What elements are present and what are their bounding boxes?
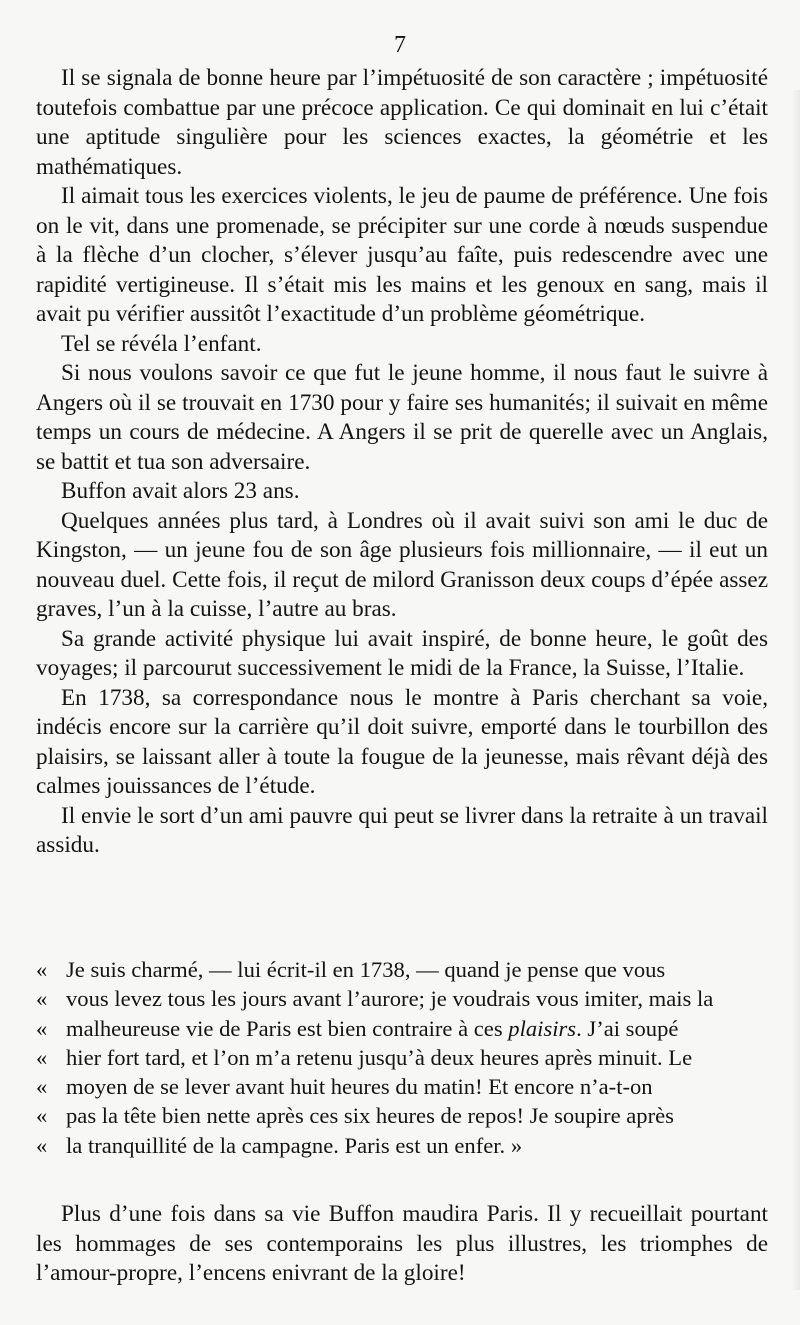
quote-line-1 [36,955,768,984]
quote-text: malheureuse vie de Paris est bien contraire à ces [66,1015,503,1041]
quote-text-tail: . J’ai soupé [576,1015,679,1041]
italic-emphasis: plaisirs [508,1015,577,1041]
body-text [36,64,768,861]
letter-quote [36,955,768,1160]
closing-paragraph: Plus d’une fois dans sa vie Buffon maudira Paris. Il y recueillait pourtant les hommages de ses contemporains les plus illustres, les triomphes de l’amour-propre, l’encens enivrant de la gloire! [36,1201,768,1286]
quote-text: pas la tête bien nette après ces six heures de repos! Je soupire après [66,1103,674,1129]
quote-line-7 [36,1131,768,1160]
paragraph-2: Il aimait tous les exercices violents, le jeu de paume de préférence. Une fois on le vit, dans une promenade, se précipiter sur une corde à nœuds suspendue à la flèche d’un clocher, s’élever jusqu’au faîte, puis redescendre avec une rapidité vertigineuse. Il s’était mis les mains et les genoux en sang, mais il avait pu vérifier aussitôt l’exactitude d’un problème géométrique. [36,183,768,327]
quote-text: la tranquillité de la campagne. Paris est un enfer. » [66,1132,523,1158]
paragraph-6: Quelques années plus tard, à Londres où il avait suivi son ami le duc de Kingston, — un jeune fou de son âge plusieurs fois millionnaire, — il eut un nouveau duel. Cette fois, il reçut de milord Granisson deux coups d’épée assez graves, l’un à la cuisse, l’autre au bras. [36,507,768,622]
paragraph-1: Il se signala de bonne heure par l’impétuosité de son caractère ; impétuosité toutefois combattue par une précoce application. Ce qui dominait en lui c’était une aptitude singulière pour les sciences exactes, la géométrie et les mathématiques. [36,65,768,180]
quote-mark: « [36,957,48,982]
quote-text: hier fort tard, et l’on m’a retenu jusqu’à deux heures après minuit. Le [66,1044,693,1070]
quote-mark: « [36,1103,48,1129]
paragraph-5: Buffon avait alors 23 ans. [61,478,300,504]
quote-line-2 [36,984,768,1013]
quote-line-5 [36,1072,768,1101]
closing-text [36,1200,768,1289]
quote-mark: « [36,1074,48,1100]
quote-text: moyen de se lever avant huit heures du matin! Et encore n’a-t-on [66,1074,653,1100]
page-number: 7 [394,32,406,58]
quote-line-4 [36,1043,768,1072]
paragraph-3: Tel se révéla l’enfant. [61,330,262,357]
quote-mark: « [36,1132,48,1158]
quote-mark: « [36,1015,48,1041]
quote-text: vous levez tous les jours avant l’aurore; je voudrais vous imiter, mais la [66,986,714,1012]
paragraph-4: Si nous voulons savoir ce que fut le jeune homme, il nous faut le suivre à Angers où il se trouvait en 1730 pour y faire ses humanités; il suivait en même temps un cours de médecine. A Angers il se prit de querelle avec un Anglais, se battit et tua son adversaire. [36,360,768,475]
quote-line-3 [36,1014,768,1043]
page-edge-shadow [792,90,800,1290]
quote-text: Je suis charmé, — lui écrit-il en 1738, — quand je pense que vous [66,957,666,982]
quote-mark: « [36,986,48,1012]
paragraph-8: En 1738, sa correspondance nous le montre à Paris cherchant sa voie, indécis encore sur la carrière qu’il doit suivre, emporté dans le tourbillon des plaisirs, se laissant aller à toute la fougue de la jeunesse, mais rêvant déjà des calmes jouissances de l’étude. [36,684,768,799]
paragraph-7: Sa grande activité physique lui avait inspiré, de bonne heure, le goût des voyages; il parcourut successivement le midi de la France, la Suisse, l’Italie. [36,625,768,681]
quote-line-6 [36,1101,768,1130]
paragraph-9: Il envie le sort d’un ami pauvre qui peut se livrer dans la retraite à un travail assidu. [36,802,768,858]
quote-mark: « [36,1044,48,1070]
